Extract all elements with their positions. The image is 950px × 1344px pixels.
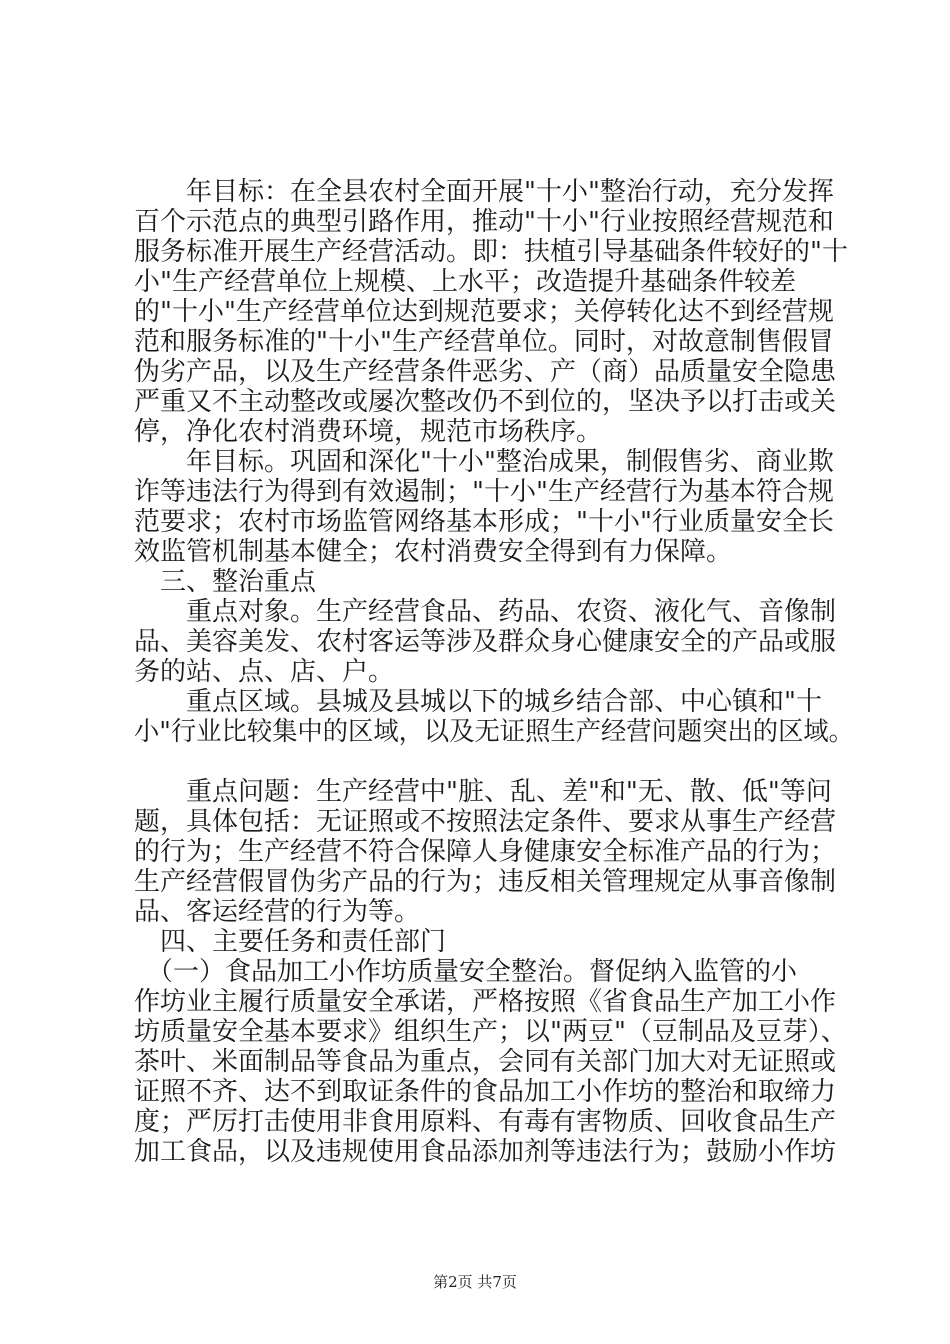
text-line: 严重又不主动整改或屡次整改仍不到位的，坚决予以打击或关 bbox=[134, 387, 837, 417]
text-line: 小"行业比较集中的区域，以及无证照生产经营问题突出的区域。 bbox=[134, 717, 854, 747]
blank-line bbox=[134, 747, 854, 777]
text-line: 范要求；农村市场监管网络基本形成；"十小"行业质量安全长 bbox=[134, 507, 834, 537]
text-line: 生产经营假冒伪劣产品的行为；违反相关管理规定从事音像制 bbox=[134, 867, 837, 897]
text-line: 品、美容美发、农村客运等涉及群众身心健康安全的产品或服 bbox=[134, 627, 837, 657]
text-line: 加工食品，以及违规使用食品添加剂等违法行为；鼓励小作坊 bbox=[134, 1137, 837, 1167]
text-line: 小"生产经营单位上规模、上水平；改造提升基础条件较差 bbox=[134, 267, 796, 297]
text-line: 证照不齐、达不到取证条件的食品加工小作坊的整治和取缔力 bbox=[134, 1077, 837, 1107]
text-line: 作坊业主履行质量安全承诺，严格按照《省食品生产加工小作 bbox=[134, 987, 837, 1017]
text-line: 诈等违法行为得到有效遏制；"十小"生产经营行为基本符合规 bbox=[134, 477, 834, 507]
text-line: 年目标：在全县农村全面开展"十小"整治行动，充分发挥 bbox=[134, 177, 834, 207]
text-line: 范和服务标准的"十小"生产经营单位。同时，对故意制售假冒 bbox=[134, 327, 834, 357]
section-heading: 三、整治重点 bbox=[134, 567, 317, 597]
text-line: 重点对象。生产经营食品、药品、农资、液化气、音像制 bbox=[134, 597, 837, 627]
text-line: 的"十小"生产经营单位达到规范要求；关停转化达不到经营规 bbox=[134, 297, 834, 327]
section-heading: 四、主要任务和责任部门 bbox=[134, 927, 447, 957]
text-line: （一）食品加工小作坊质量安全整治。督促纳入监管的小 bbox=[134, 957, 798, 987]
text-line: 年目标。巩固和深化"十小"整治成果，制假售劣、商业欺 bbox=[134, 447, 834, 477]
text-line: 百个示范点的典型引路作用，推动"十小"行业按照经营规范和 bbox=[134, 207, 834, 237]
text-line: 伪劣产品，以及生产经营条件恶劣、产（商）品质量安全隐患 bbox=[134, 357, 837, 387]
page-number: 第2页 共7页 bbox=[433, 1273, 517, 1291]
text-line: 重点区域。县城及县城以下的城乡结合部、中心镇和"十 bbox=[134, 687, 822, 717]
text-line: 务的站、点、店、户。 bbox=[134, 657, 395, 687]
text-line: 服务标准开展生产经营活动。即：扶植引导基础条件较好的"十 bbox=[134, 237, 848, 267]
text-line: 坊质量安全基本要求》组织生产；以"两豆"（豆制品及豆芽）、 bbox=[134, 1017, 847, 1047]
text-line: 品、客运经营的行为等。 bbox=[134, 897, 421, 927]
text-line: 度；严厉打击使用非食用原料、有毒有害物质、回收食品生产 bbox=[134, 1107, 837, 1137]
text-line: 停，净化农村消费环境，规范市场秩序。 bbox=[134, 417, 603, 447]
text-line: 题，具体包括：无证照或不按照法定条件、要求从事生产经营 bbox=[134, 807, 837, 837]
text-line: 茶叶、米面制品等食品为重点，会同有关部门加大对无证照或 bbox=[134, 1047, 837, 1077]
document-body bbox=[134, 177, 854, 1167]
text-line: 重点问题：生产经营中"脏、乱、差"和"无、散、低"等问 bbox=[134, 777, 832, 807]
text-line: 效监管机制基本健全；农村消费安全得到有力保障。 bbox=[134, 537, 733, 567]
text-line: 的行为；生产经营不符合保障人身健康安全标准产品的行为； bbox=[134, 837, 837, 867]
